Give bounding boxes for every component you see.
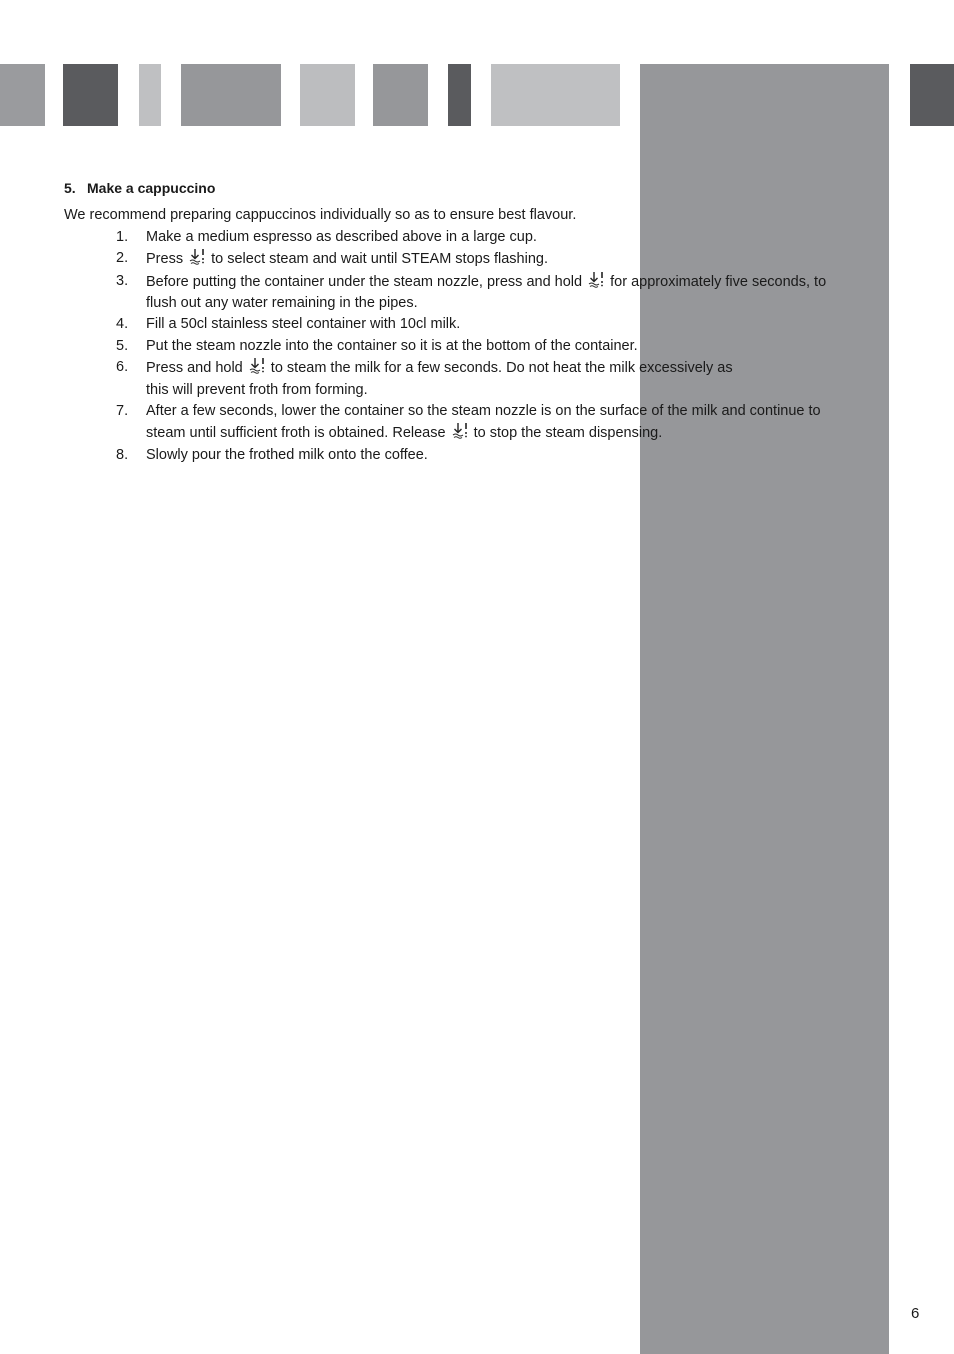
step-text: Press and hold: [146, 360, 247, 377]
step-text: Before putting the container under the steam nozzle, press and hold: [146, 273, 587, 290]
header-block-10: [910, 64, 954, 126]
list-item: [64, 357, 834, 401]
list-item: [64, 401, 834, 445]
header-block-4: [181, 64, 281, 126]
step-number: 3.: [116, 272, 129, 289]
section-heading: [64, 178, 834, 199]
step-text: for approximately five seconds, to flush out any water remaining in the pipes.: [146, 273, 827, 312]
step-text: Press: [146, 251, 188, 268]
header-block-1: [0, 64, 45, 126]
steam-icon: [187, 248, 207, 265]
step-number: 1.: [116, 228, 129, 245]
step-number: 2.: [116, 250, 129, 267]
step-text: Put the steam nozzle into the container so it is at the bottom of the container.: [146, 337, 638, 354]
step-number: 5.: [116, 337, 129, 354]
step-text: Slowly pour the frothed milk onto the coffee.: [146, 446, 428, 463]
main-content: [64, 178, 834, 466]
list-item: [64, 336, 834, 357]
header-block-8: [491, 64, 620, 126]
list-item: [64, 445, 834, 466]
list-item: [64, 314, 834, 335]
list-item: [64, 271, 834, 315]
step-number: 8.: [116, 446, 129, 463]
step-text: to stop the steam dispensing.: [469, 425, 663, 442]
steam-icon: [450, 422, 470, 439]
header-block-2: [63, 64, 118, 126]
step-text: to steam the milk for a few seconds. Do not heat the milk excessively as: [266, 360, 733, 377]
steam-icon: [586, 271, 606, 288]
list-item: [64, 227, 834, 248]
list-item: [64, 248, 834, 270]
step-text: Make a medium espresso as described above in a large cup.: [146, 228, 537, 245]
header-block-6: [373, 64, 428, 126]
step-number: 6.: [116, 359, 129, 376]
steps-list: [64, 227, 834, 466]
header-block-5: [300, 64, 355, 126]
step-number: 4.: [116, 316, 129, 333]
step-text: After a few seconds, lower the container so the steam nozzle is on the surface of the milk and continue to steam until sufficient froth is obtained. Release: [146, 403, 821, 442]
step-text: this will prevent froth from forming.: [146, 381, 368, 398]
step-text: to select steam and wait until STEAM stops flashing.: [207, 251, 548, 268]
step-number: 7.: [116, 403, 129, 420]
page-number: 6: [911, 1305, 920, 1322]
step-text: Fill a 50cl stainless steel container with 10cl milk.: [146, 316, 461, 333]
section-intro: We recommend preparing cappuccinos individually so as to ensure best flavour.: [64, 207, 577, 224]
section-title: Make a cappuccino: [87, 180, 216, 196]
section-number: 5.: [64, 180, 76, 196]
header-block-7: [448, 64, 471, 126]
header-block-3: [139, 64, 161, 126]
steam-icon: [247, 357, 267, 374]
